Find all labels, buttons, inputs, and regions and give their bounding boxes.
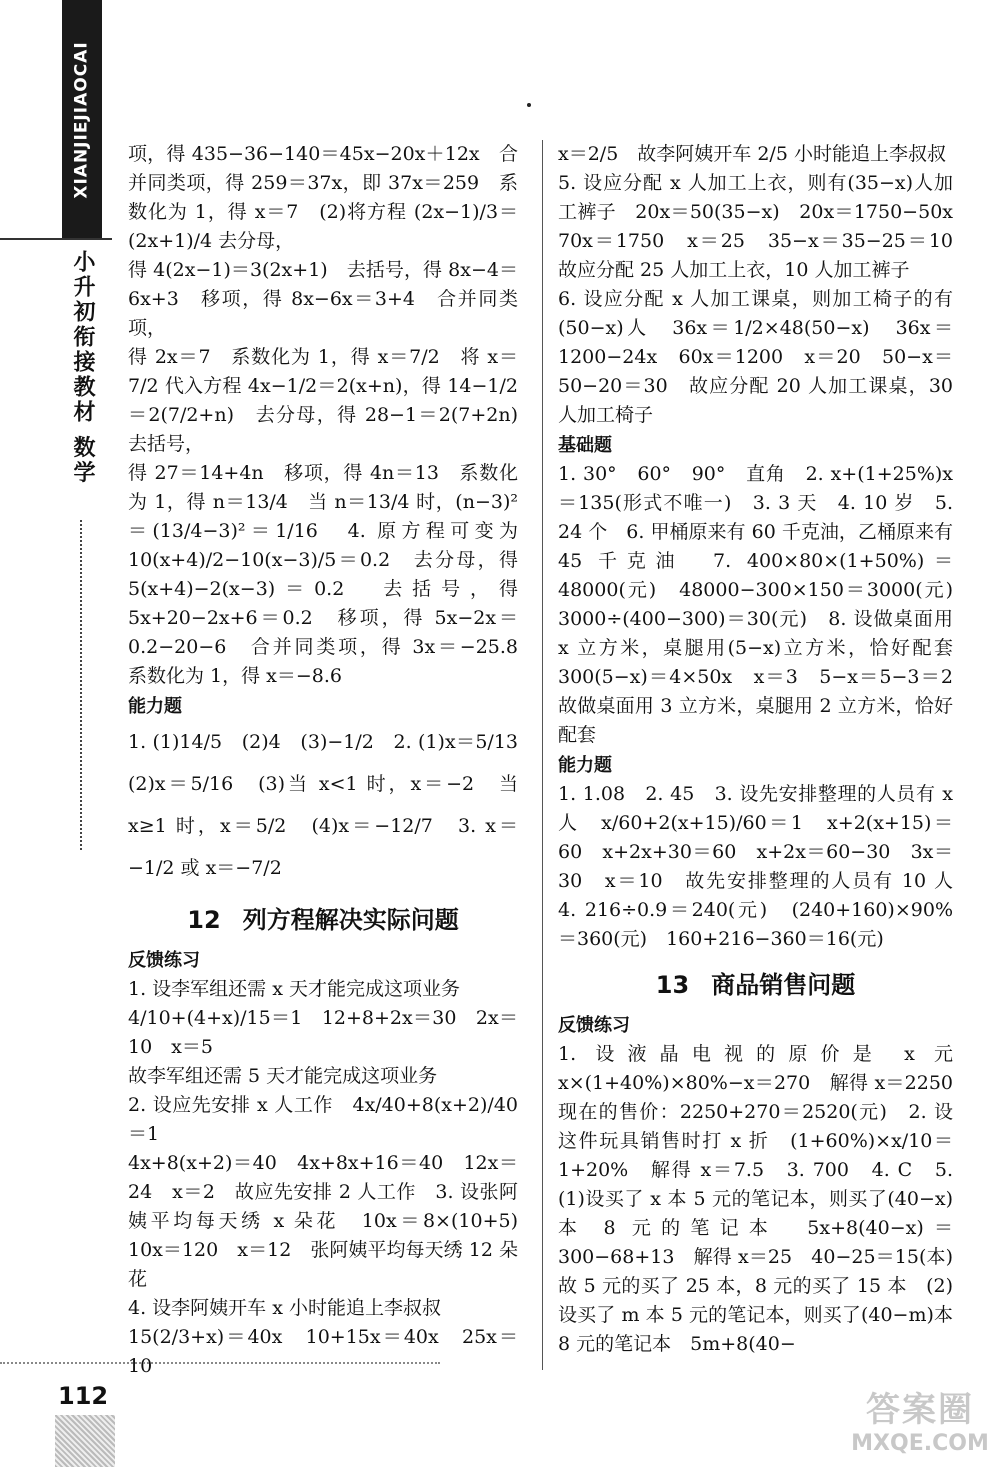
feedback-line: 15(2/3+x)＝40x 10+15x＝40x 25x＝10 bbox=[128, 1326, 518, 1377]
feedback-line: 4x+8(x+2)＝40 4x+8x+16＝40 12x＝24 x＝2 故应先安排 2 人工作 3. 设张阿姨平均每天绣 x 朵花 10x＝8×(10+5) 10x＝120 x＝12 张阿姨平均每天绣 12 朵花 bbox=[128, 1152, 538, 1290]
watermark-logo: 答案圈 bbox=[866, 1390, 974, 1430]
basic-heading: 基础题 bbox=[558, 435, 612, 456]
section-number: 13 bbox=[655, 971, 690, 999]
left-column bbox=[128, 140, 538, 1381]
answer-paragraph: 得 27＝14+4n 移项，得 4n＝13 系数化为 1，得 n＝13/4 当 n＝13/4 时，(n−3)²＝(13/4−3)²＝1/16 4. 原方程可变为 10(x+4)/2−10(x−3)/5＝0.2 去分母，得 5(x+4)−2(x−3)＝0.2 去括号，得 5x+20−2x+6＝0.2 移项，得 5x−2x＝0.2−20−6 合并同类项，得 3x＝−25.8 系数化为 1，得 x＝−8.6 bbox=[128, 462, 538, 687]
feedback-answers: 1. 设液晶电视的原价是 x 元 x×(1+40%)×80%−x＝270 解得 x＝2250 现在的售价：2250+270＝2520(元) 2. 设这件玩具销售时打 x 折 (1+60%)×x/10＝1+20% 解得 x＝7.5 3. 700 4. C 5. (1)设买了 x 本 5 元的笔记本，则买了(40−x)本 8 元的笔记本 5x+8(40−x)＝300−68+13 解得 x＝25 40−25＝15(本) 故 5 元的买了 25 本，8 元的买了 15 本 (2)设买了 m 本 5 元的笔记本，则买了(40−m)本 8 元的笔记本 5m+8(40− bbox=[558, 1043, 973, 1355]
answer-paragraph: 项，得 435−36−140＝45x−20x＋12x 合并同类项，得 259＝37x，即 37x＝259 系数化为 1，得 x＝7 (2)将方程 (2x−1)/3＝(2x+1)/4 去分母， bbox=[128, 143, 518, 252]
brand-text: XIANJIEJIAOCAI bbox=[72, 41, 93, 199]
sidebar-rule bbox=[0, 238, 112, 240]
ability-answers: 1. (1)14/5 (2)4 (3)−1/2 2. (1)x＝5/13 (2)x＝5/16 (3)当 x<1 时，x＝−2 当 x≥1 时，x＝5/2 (4)x＝−12/7 3. x＝−1/2 或 x＝−7/2 bbox=[128, 731, 538, 879]
answer-paragraph: 得 2x＝7 系数化为 1，得 x＝7/2 将 x＝7/2 代入方程 4x−1/2＝2(x+n)，得 14−1/2＝2(7/2+n) 去分母，得 28−1＝2(7+2n) 去括号， bbox=[128, 346, 538, 455]
feedback-heading: 反馈练习 bbox=[128, 950, 200, 971]
ability-heading: 能力题 bbox=[128, 696, 182, 717]
sidebar-dotted-line bbox=[80, 520, 82, 850]
top-dot bbox=[527, 103, 531, 107]
basic-answers: 1. 30° 60° 90° 直角 2. x+(1+25%)x＝135(形式不唯一) 3. 3 天 4. 10 岁 5. 24 个 6. 甲桶原来有 60 千克油，乙桶原来有 45 千克油 7. 400×80×(1+50%)＝48000(元) 48000−300×150＝3000(元) 3000÷(400−300)＝30(元) 8. 设做桌面用 x 立方米，桌腿用(5−x)立方米，恰好配套 300(5−x)＝4×50x x＝3 5−x＝5−3＝2 故做桌面用 3 立方米，桌腿用 2 立方米，恰好配套 bbox=[558, 463, 973, 746]
answer-paragraph: 5. 设应分配 x 人加工上衣，则有(35−x)人加工裤子 20x＝50(35−x) 20x＝1750−50x 70x＝1750 x＝25 35−x＝35−25＝10 故应分配 25 人加工上衣，10 人加工裤子 bbox=[558, 172, 973, 281]
watermark-site: MXQE.COM bbox=[851, 1431, 989, 1456]
section-12-title bbox=[128, 903, 518, 937]
feedback-line: 4/10+(4+x)/15＝1 12+8+2x＝30 2x＝10 x＝5 bbox=[128, 1007, 518, 1058]
feedback-line: 1. 设李军组还需 x 天才能完成这项业务 bbox=[128, 978, 460, 1000]
right-column bbox=[558, 140, 973, 1359]
page-number-shade bbox=[55, 1415, 115, 1467]
column-divider bbox=[542, 140, 543, 1370]
feedback-line: 4. 设李阿姨开车 x 小时能追上李叔叔 bbox=[128, 1297, 441, 1319]
ability-heading: 能力题 bbox=[558, 755, 612, 776]
section-13-title bbox=[558, 968, 953, 1002]
section-name: 列方程解决实际问题 bbox=[242, 906, 459, 934]
page-number: 112 bbox=[58, 1382, 109, 1410]
ability-answers: 1. 1.08 2. 45 3. 设先安排整理的人员有 x 人 x/60+2(x+15)/60＝1 x+2(x+15)＝60 x+2x+30＝60 x+2x＝60−30 3x＝30 x＝10 故先安排整理的人员有 10 人 4. 216÷0.9＝240(元) (240+160)×90%＝360(元) 160+216−360＝16(元) bbox=[558, 783, 973, 950]
feedback-heading: 反馈练习 bbox=[558, 1015, 630, 1036]
feedback-line: 2. 设应先安排 x 人工作 4x/40+8(x+2)/40＝1 bbox=[128, 1094, 518, 1145]
footer-dotted-line bbox=[0, 1362, 440, 1364]
answer-paragraph: x＝2/5 故李阿姨开车 2/5 小时能追上李叔叔 bbox=[558, 143, 946, 165]
brand-tab bbox=[62, 0, 102, 240]
answer-paragraph: 得 4(2x−1)＝3(2x+1) 去括号，得 8x−4＝6x+3 移项，得 8x−6x＝3+4 合并同类项， bbox=[128, 259, 518, 339]
sidebar bbox=[0, 0, 112, 1467]
section-name: 商品销售问题 bbox=[711, 971, 856, 999]
answer-paragraph: 6. 设应分配 x 人加工课桌，则加工椅子的有(50−x)人 36x＝1/2×48(50−x) 36x＝1200−24x 60x＝1200 x＝20 50−x＝50−20＝30 故应分配 20 人加工课桌，30 人加工椅子 bbox=[558, 288, 953, 426]
book-title: 小升初衔接教材 数学 bbox=[70, 250, 95, 486]
section-number: 12 bbox=[187, 906, 221, 934]
feedback-line: 故李军组还需 5 天才能完成这项业务 bbox=[128, 1065, 438, 1087]
watermark bbox=[840, 1390, 1000, 1467]
